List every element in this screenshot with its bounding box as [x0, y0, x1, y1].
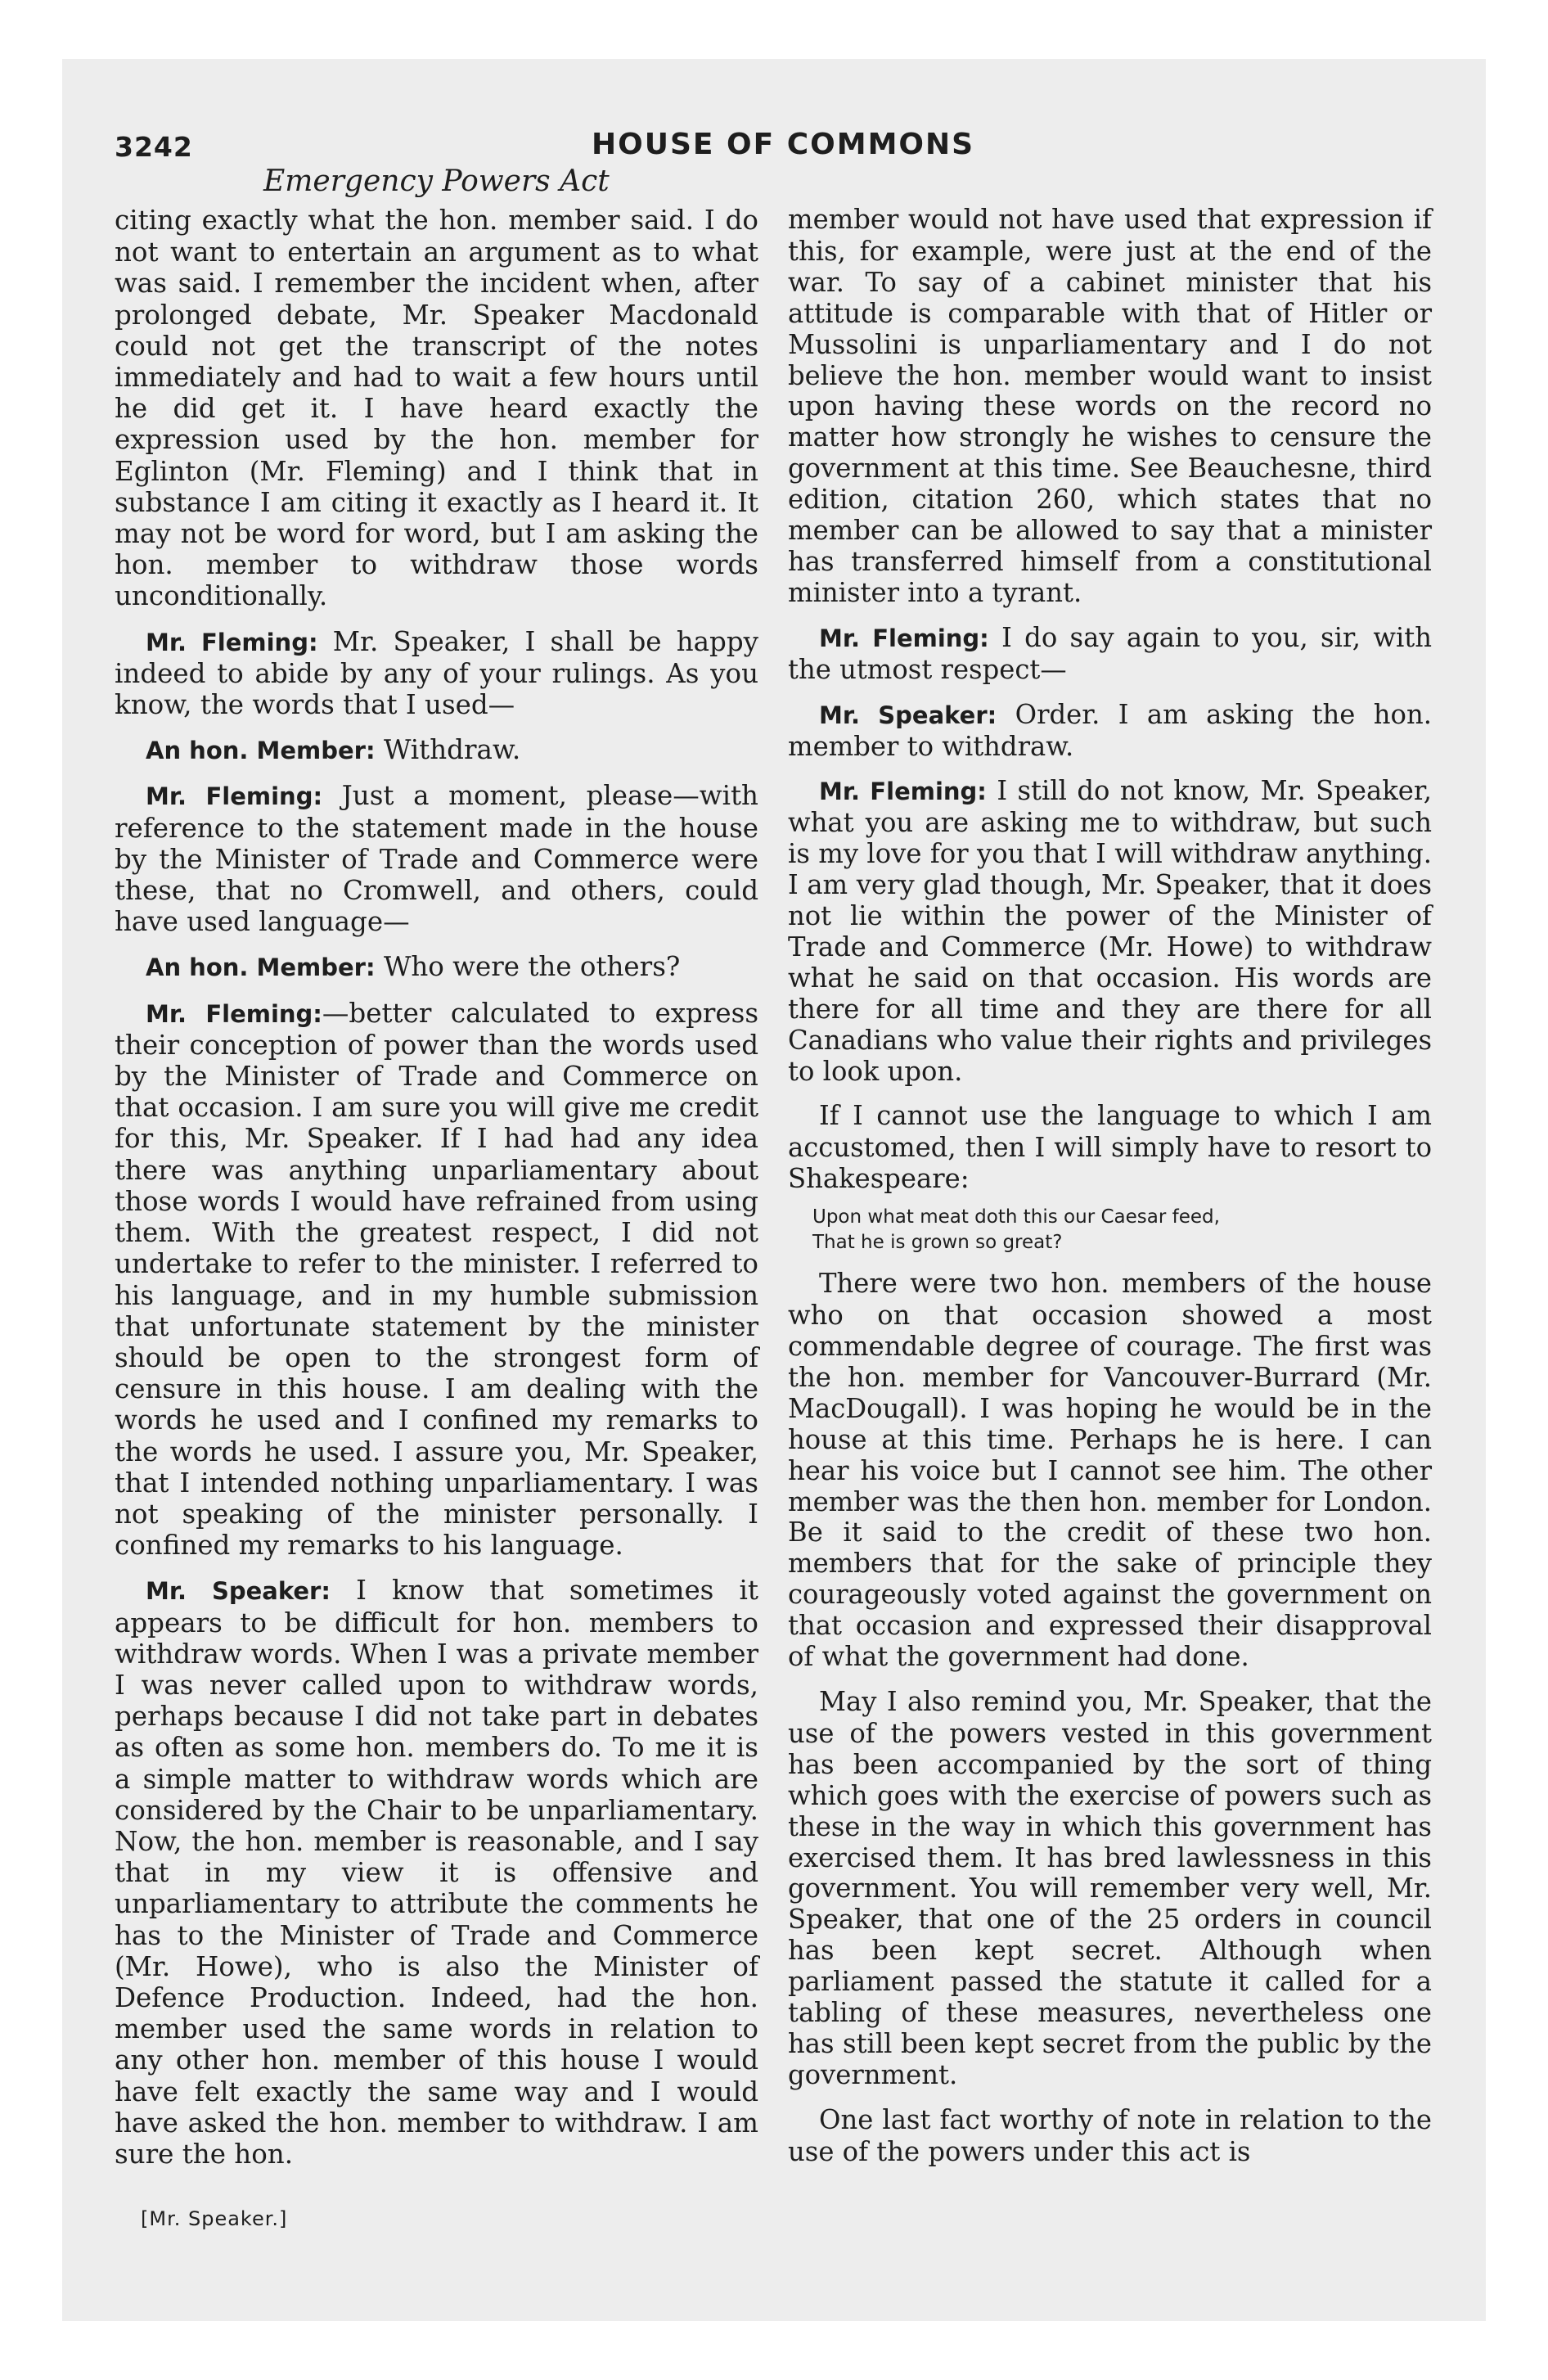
speaker-name: Mr. Fleming: — [819, 624, 989, 652]
paragraph — [788, 2105, 1432, 2168]
paragraph — [115, 205, 758, 612]
paragraph-text: citing exactly what the hon. member said. I do not want to entertain an argument as to what was said. I remember the incident when, after prolonged debate, Mr. Speaker Macdonald could not get the transcript of the notes immediately and had to wait a few hours until he did get it. I have heard exactly the expression used by the hon. member for Eglinton (Mr. Fleming) and I think that in substance I am citing it exactly as I heard it. It may not be word for word, but I am asking the hon. member to withdraw those words unconditionally. — [115, 205, 758, 612]
speaker-name: An hon. Member: — [146, 737, 376, 765]
speaker-name: Mr. Fleming: — [146, 628, 318, 656]
page-number: 3242 — [115, 131, 193, 163]
paragraph-text: There were two hon. members of the house who on that occasion showed a most commendable degree of courage. The first was the hon. member for Vancouver-Burrard (Mr. MacDougall). I was hoping he would be in the house at this time. Perhaps he is here. I can hear his voice but I cannot see him. The other member was the then hon. member for London. Be it said to the credit of these two hon. members that for the sake of principle they courageously voted against the government on that occasion and expressed their disapproval of what the government had done. — [788, 1268, 1432, 1673]
paragraph — [115, 1575, 758, 2170]
paragraph — [788, 1687, 1432, 2091]
speaker-name: Mr. Fleming: — [146, 782, 323, 811]
paragraph-text: —better calculated to express their conception of power than the words used by the Minister of Trade and Commerce on that occasion. I am sure you will give me credit for this, Mr. Speaker. If I had had any idea there was anything unparliamentary about those words I would have refrained from using them. With the greatest respect, I did not undertake to refer to the minister. I referred to his language, and in my humble submission that unfortunate statement by the minister should be open to the strongest form of censure in this house. I am dealing with the words he used and I confined my remarks to the words he used. I assure you, Mr. Speaker, that I intended nothing unparliamentary. I was not speaking of the minister personally. I confined my remarks to his language. — [115, 997, 759, 1562]
paragraph-text: member would not have used that expression if this, for example, were just at the end of the war. To say of a cabinet minister that his attitude is comparable with that of Hitler or Mussolini is unparliamentary and I do not believe the hon. member would want to insist upon having these words on the record no matter how strongly he wishes to censure the government at this time. See Beauchesne, third edition, citation 260, which states that no member can be allowed to say that a minister has transferred himself from a constitutional minister into a tyrant. — [788, 204, 1432, 608]
paragraph-text: Just a moment, please—with reference to the statement made in the house by the Minister of Trade and Commerce were these, that no Cromwell, and others, could have used language— — [115, 780, 758, 938]
paragraph-text: I do say again to you, sir, with the utmost respect— — [788, 621, 1432, 685]
paragraph — [788, 700, 1432, 763]
paragraph-text: I know that sometimes it appears to be difficult for hon. members to withdraw words. When I was a private member I was never called upon to withdraw words, perhaps because I did not take part in debates as often as some hon. members do. To me it is a simple matter to withdraw words which are considered by the Chair to be unparliamentary. Now, the hon. member is reasonable, and I say that in my view it is offensive and unparliamentary to attribute the comments he has to the Minister of Trade and Commerce (Mr. Howe), who is also the Minister of Defence Production. Indeed, had the hon. member used the same words in relation to any other hon. member of this house I would have felt exactly the same way and I would have asked the hon. member to withdraw. I am sure the hon. — [115, 1575, 758, 2170]
speaker-name: Mr. Speaker: — [819, 701, 997, 729]
running-title: HOUSE OF COMMONS — [592, 128, 975, 161]
paragraph — [788, 1269, 1432, 1673]
paragraph — [788, 205, 1432, 609]
left-column — [115, 205, 758, 2170]
paragraph-text: If I cannot use the language to which I am accustomed, then I will simply have to resort to Shakespeare: — [788, 1100, 1432, 1195]
paragraph — [788, 776, 1432, 1087]
speaker-name: Mr. Fleming: — [819, 778, 987, 806]
footer-speaker-note: [Mr. Speaker.] — [141, 2207, 288, 2230]
paragraph — [788, 623, 1432, 686]
quote-line: That he is grown so great? — [812, 1232, 1063, 1254]
paragraph — [115, 951, 758, 983]
quote-line: Upon what meat doth this our Caesar feed, — [812, 1206, 1220, 1228]
paragraph — [115, 626, 758, 721]
section-title: Emergency Powers Act — [263, 165, 610, 198]
speaker-name: Mr. Fleming: — [146, 999, 322, 1028]
speaker-name: An hon. Member: — [146, 953, 376, 982]
paragraph-text: May I also remind you, Mr. Speaker, that the use of the powers vested in this government has been accompanied by the sort of thing which goes with the exercise of powers such as these in the way in which this government has exercised them. It has bred lawlessness in this government. You will remember very well, Mr. Speaker, that one of the 25 orders in council has been kept secret. Although when parliament passed the statute it called for a tabling of these measures, nevertheless one has still been kept secret from the public by the government. — [788, 1685, 1432, 2090]
paragraph-text: Who were the others? — [383, 951, 681, 983]
paragraph — [115, 780, 758, 937]
paragraph-text: One last fact worthy of note in relation to the use of the powers under this act is — [788, 2103, 1432, 2167]
right-column — [788, 205, 1432, 2168]
paragraph-text: I still do not know, Mr. Speaker, what you are asking me to withdraw, but such is my love for you that I will withdraw anything. I am very glad though, Mr. Speaker, that it does not lie within the power of the Minister of Trade and Commerce (Mr. Howe) to withdraw what he said on that occasion. His words are there for all time and they are there for all Canadians who value their rights and privileges to look upon. — [788, 775, 1432, 1087]
paragraph — [115, 734, 758, 766]
paragraph — [115, 998, 758, 1562]
speaker-name: Mr. Speaker: — [146, 1577, 331, 1606]
paragraph-text: Withdraw. — [383, 734, 521, 766]
shakespeare-quote — [788, 1205, 1432, 1255]
paragraph-text: Order. I am asking the hon. member to withdraw. — [788, 698, 1432, 762]
paragraph — [788, 1101, 1432, 1195]
paragraph-text: Mr. Speaker, I shall be happy indeed to abide by any of your rulings. As you know, the words that I used— — [115, 625, 758, 721]
